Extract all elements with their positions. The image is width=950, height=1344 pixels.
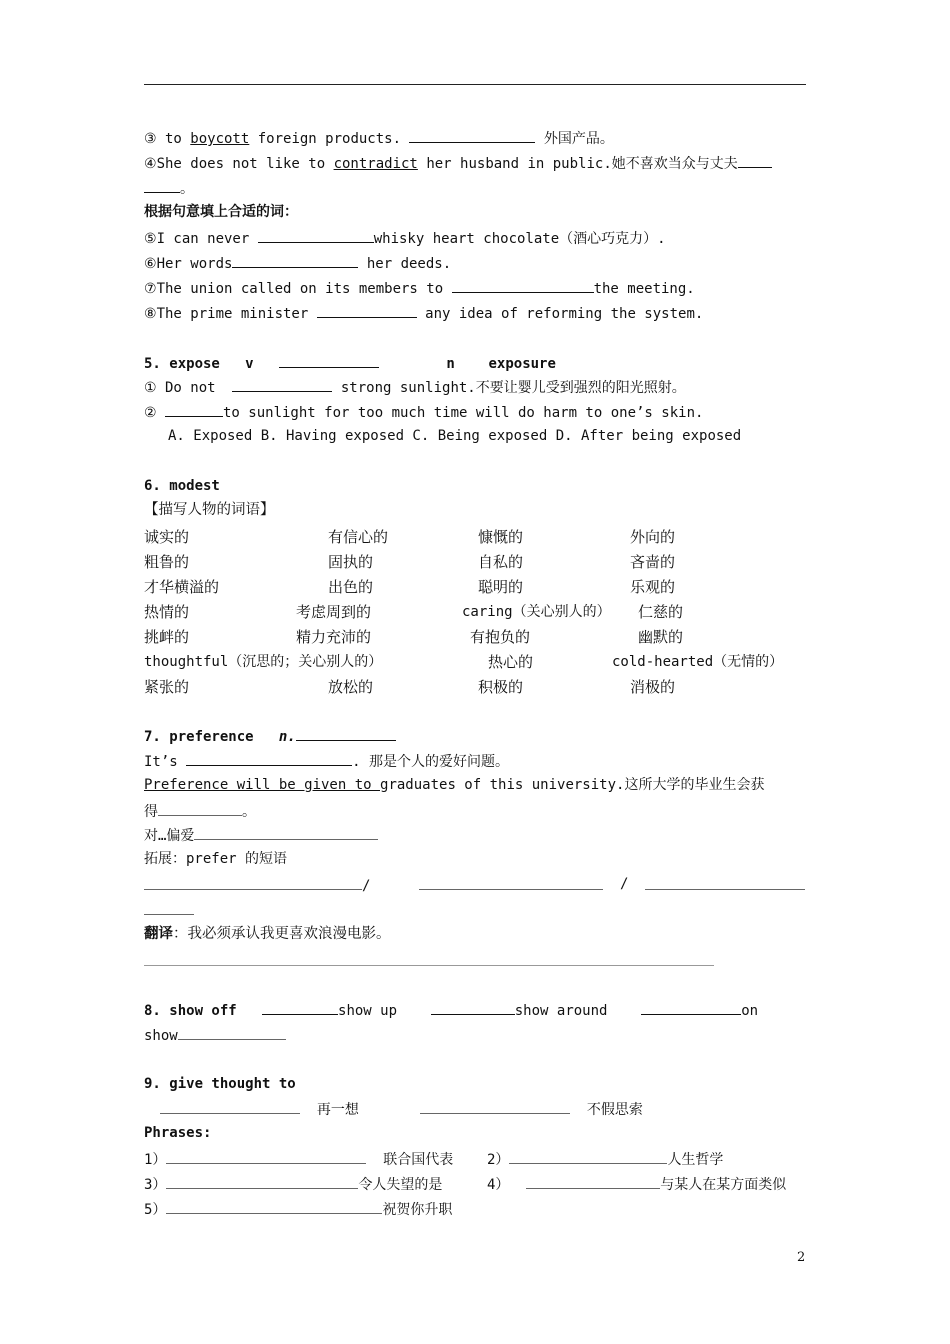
s5-q2: ② to sunlight for too much time will do harm to one’s skin. xyxy=(144,402,703,422)
item-8: ⑧The prime minister any idea of reforming the system. xyxy=(144,303,703,323)
word-cell: 热心的 xyxy=(488,653,534,671)
blank[interactable] xyxy=(471,128,535,143)
item-4-cont: 。 xyxy=(144,178,194,198)
word-cell: 热情的 xyxy=(144,603,190,621)
section-5-title: 5. expose v n exposure xyxy=(144,353,556,373)
word-cell: 吝啬的 xyxy=(630,553,676,571)
phrase-4: 4） 与某人在某方面类似 xyxy=(487,1174,786,1194)
word-cell: 积极的 xyxy=(478,678,524,696)
blank[interactable] xyxy=(158,801,242,816)
s9-row1: 再一想 xyxy=(160,1099,359,1119)
blank[interactable] xyxy=(279,353,379,368)
blank[interactable] xyxy=(166,1174,358,1189)
s6-subhead: 【描写人物的词语】 xyxy=(144,502,275,518)
word-cell: caring（关心别人的） xyxy=(462,604,611,620)
s7-l2: Preference will be given to graduates of this university.这所大学的毕业生会获 xyxy=(144,777,765,793)
word-cell: 外向的 xyxy=(630,528,676,546)
s7-l4: 对…偏爱 xyxy=(144,825,378,845)
blank[interactable] xyxy=(165,402,223,417)
word-cell: 慷慨的 xyxy=(478,528,524,546)
word-cell: 考虑周到的 xyxy=(296,603,372,621)
blank[interactable] xyxy=(317,303,417,318)
word-cell: 乐观的 xyxy=(630,578,676,596)
blank[interactable] xyxy=(160,1099,300,1114)
word-cell: thoughtful（沉思的；关心别人的） xyxy=(144,654,383,670)
blank[interactable] xyxy=(144,900,194,915)
blank[interactable] xyxy=(144,178,180,193)
blank[interactable] xyxy=(232,253,358,268)
word-cell: 才华横溢的 xyxy=(144,578,220,596)
section-8-cont: show xyxy=(144,1025,286,1045)
word-cell: 聪明的 xyxy=(478,578,524,596)
s9-row1b: 不假思索 xyxy=(420,1099,643,1119)
blank[interactable] xyxy=(641,1000,741,1015)
s7-l5: 拓展：prefer 的短语 xyxy=(144,851,288,867)
s7-l1: It’s . 那是个人的爱好问题。 xyxy=(144,751,509,771)
blank[interactable] xyxy=(526,1174,660,1189)
item-7: ⑦The union called on its members to the meeting. xyxy=(144,278,695,298)
blank[interactable] xyxy=(232,377,332,392)
blank[interactable] xyxy=(419,875,603,890)
s7-l7 xyxy=(144,900,194,920)
fill-heading: 根据句意填上合适的词： xyxy=(144,204,298,220)
s7-l6c: / xyxy=(620,876,629,892)
blank[interactable] xyxy=(144,875,362,890)
phrase-3: 3） 令人失望的是 xyxy=(144,1174,442,1194)
word-cell: cold-hearted（无情的） xyxy=(612,654,784,670)
word-cell: 挑衅的 xyxy=(144,628,190,646)
header-rule xyxy=(144,84,806,85)
section-9-title: 9. give thought to xyxy=(144,1076,296,1092)
blank[interactable] xyxy=(262,1000,338,1015)
s7-l6: / xyxy=(144,875,370,895)
blank[interactable] xyxy=(420,1099,570,1114)
answer-line[interactable] xyxy=(144,965,714,966)
word-cell: 消极的 xyxy=(630,678,676,696)
word-cell: 有抱负的 xyxy=(470,628,531,646)
phrase-1: 1） 联合国代表 xyxy=(144,1149,453,1169)
section-6-title: 6. modest xyxy=(144,478,220,494)
blank[interactable] xyxy=(178,1025,286,1040)
item-6: ⑥Her words her deeds. xyxy=(144,253,451,273)
word-cell: 粗鲁的 xyxy=(144,553,190,571)
s5-options: A. Exposed B. Having exposed C. Being exposed D. After being exposed xyxy=(168,428,742,444)
blank[interactable] xyxy=(738,153,772,168)
word-cell: 放松的 xyxy=(328,678,374,696)
phrase-5: 5） 祝贺你升职 xyxy=(144,1199,452,1219)
s7-l3: 得 。 xyxy=(144,801,256,821)
word-cell: 幽默的 xyxy=(638,628,684,646)
word-cell: 有信心的 xyxy=(328,528,389,546)
word-cell: 诚实的 xyxy=(144,528,190,546)
word-cell: 出色的 xyxy=(328,578,374,596)
word-cell: 精力充沛的 xyxy=(296,628,372,646)
word-cell: 仁慈的 xyxy=(638,603,684,621)
blank[interactable] xyxy=(645,875,805,890)
item-4: ④She does not like to contradict her husband in public.她不喜欢当众与丈夫 xyxy=(144,153,772,173)
item-3: ③ to boycott foreign products. 外国产品。 xyxy=(144,128,614,148)
s5-q1: ① Do not strong sunlight.不要让婴儿受到强烈的阳光照射。 xyxy=(144,377,686,397)
word-cell: 固执的 xyxy=(328,553,374,571)
s7-l6b xyxy=(419,875,603,895)
blank[interactable] xyxy=(431,1000,515,1015)
section-8: 8. show off show up show around on xyxy=(144,1000,806,1020)
blank[interactable] xyxy=(186,751,352,766)
word-cell: 紧张的 xyxy=(144,678,190,696)
blank[interactable] xyxy=(509,1149,667,1164)
phrases-label: Phrases: xyxy=(144,1125,212,1141)
blank[interactable] xyxy=(409,128,471,143)
blank[interactable] xyxy=(258,228,374,243)
blank[interactable] xyxy=(166,1149,366,1164)
page-number: 2 xyxy=(797,1250,806,1265)
section-7-title: 7. preference n. xyxy=(144,726,396,746)
blank[interactable] xyxy=(166,1199,382,1214)
blank[interactable] xyxy=(296,726,396,741)
phrase-2: 2） 人生哲学 xyxy=(487,1149,723,1169)
s7-l6d xyxy=(645,875,805,895)
item-5: ⑤I can never whisky heart chocolate（酒心巧克力）. xyxy=(144,228,666,248)
word-cell: 自私的 xyxy=(478,553,524,571)
blank[interactable] xyxy=(194,825,378,840)
s7-translate: 翻译：我必须承认我更喜欢浪漫电影。 xyxy=(144,925,391,942)
blank[interactable] xyxy=(452,278,594,293)
